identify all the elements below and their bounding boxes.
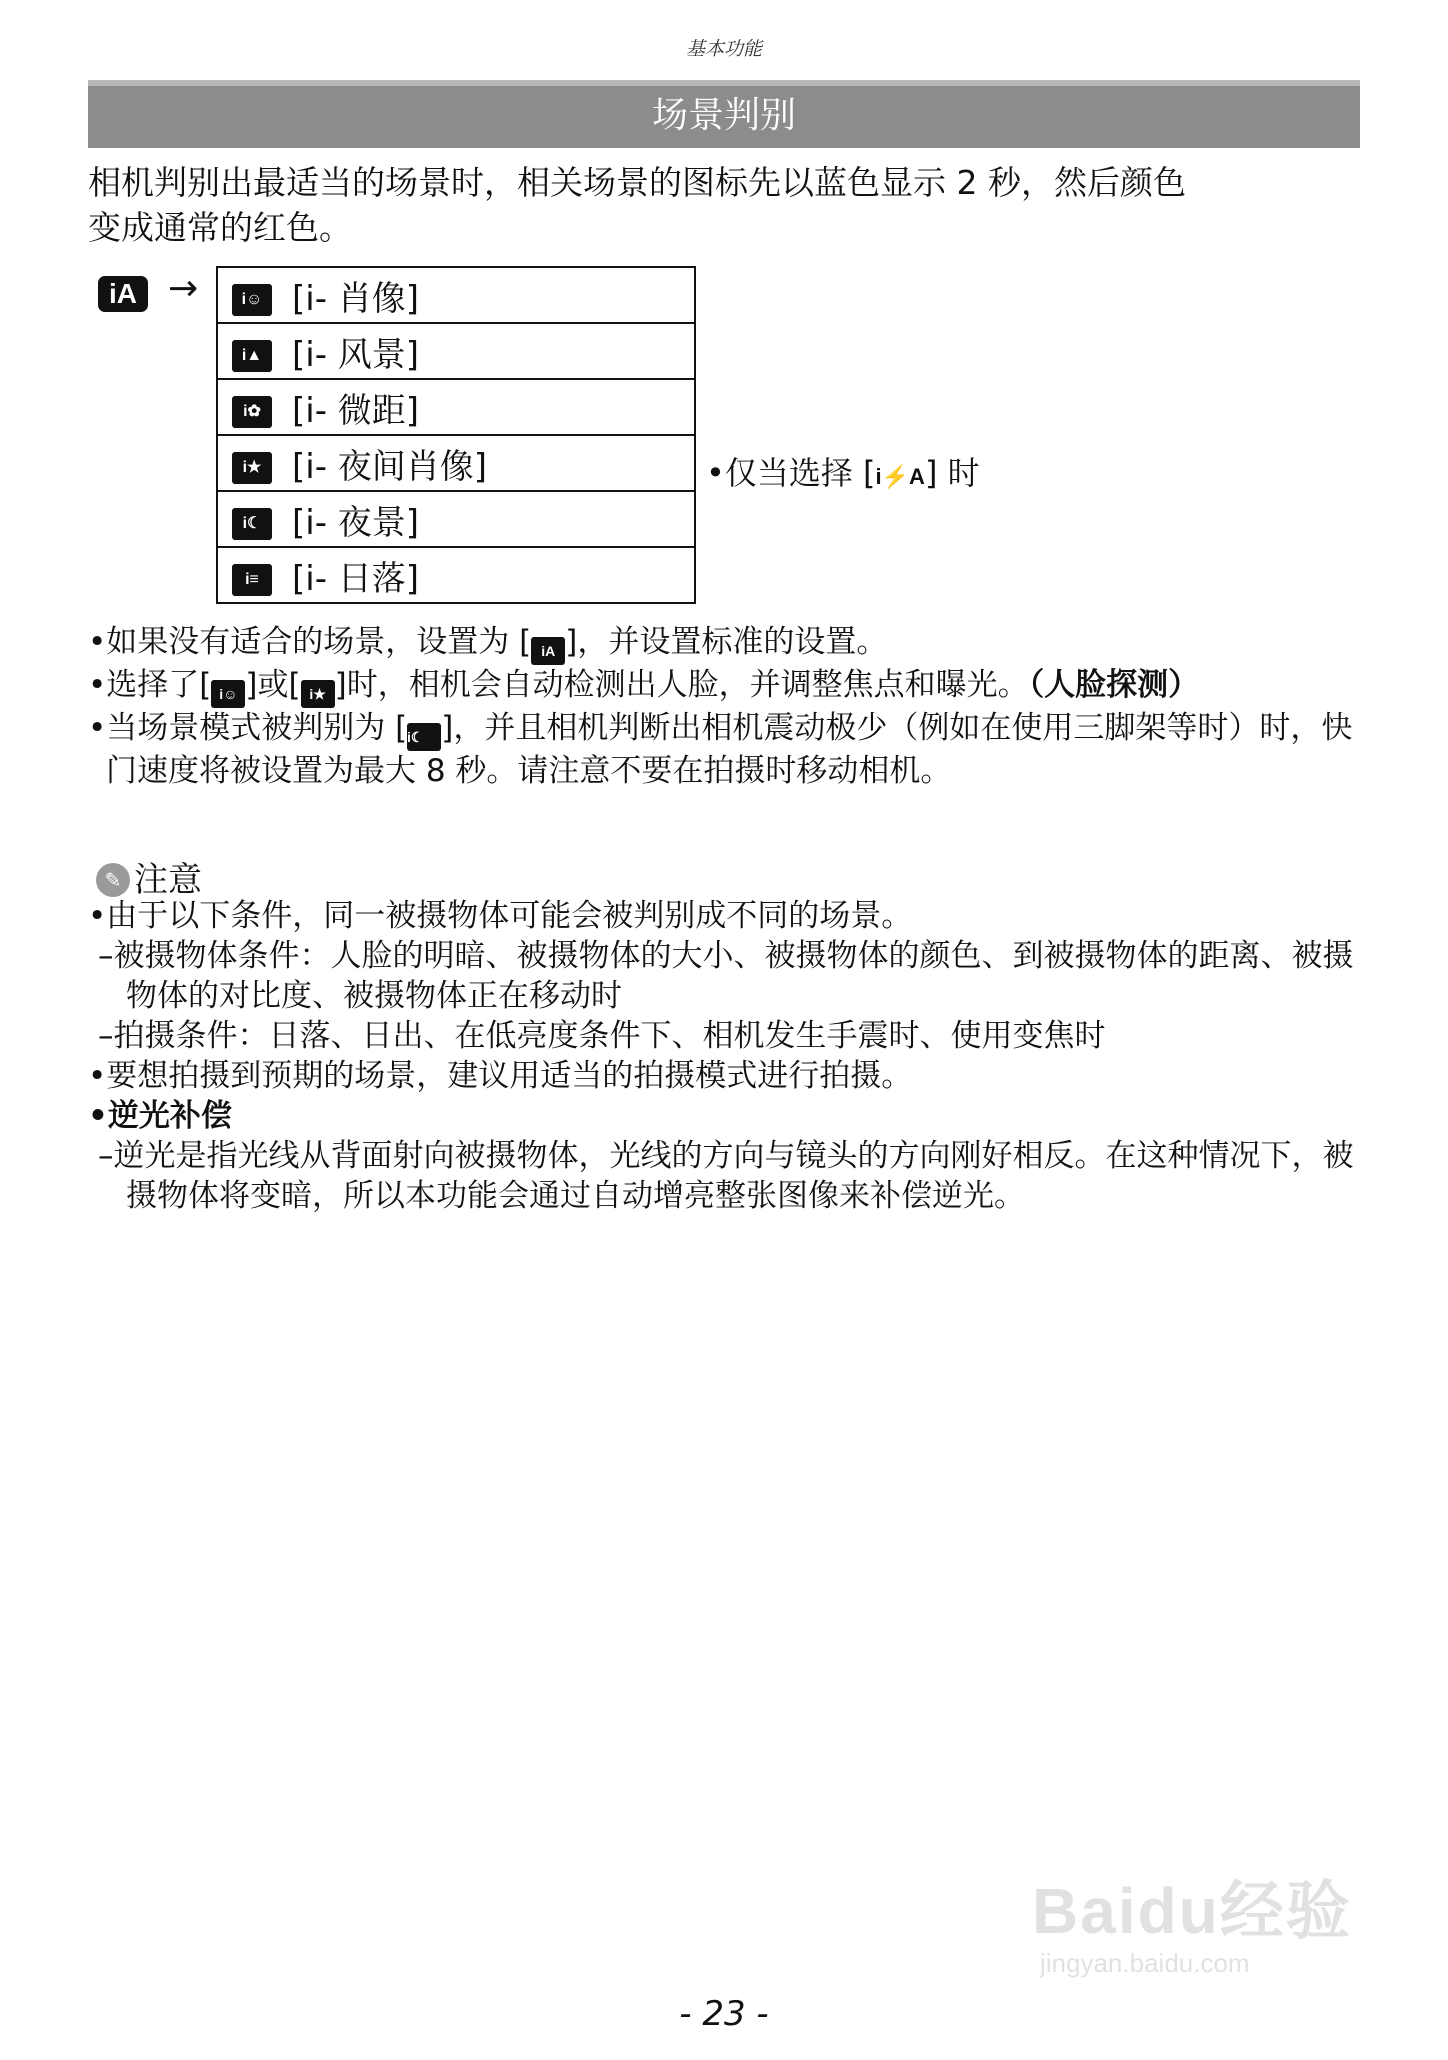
scene-row [217,267,695,323]
scene-label: [i- 微距] [292,390,420,431]
bullet-text: •如果没有适合的场景，设置为 [ [88,624,532,660]
section-title: 场景判别 [651,95,796,136]
scene-row [217,435,695,491]
intelligent-auto-icon: iA [98,276,148,312]
i-night-portrait-icon: i★ [301,680,335,708]
i-portrait-icon: i☺ [232,284,272,316]
notes-heading [96,852,202,901]
i-scenery-icon: i▲ [232,340,272,372]
baidu-watermark [1032,1840,1362,1990]
note-item: •由于以下条件，同一被摄物体可能会被判别成不同的场景。 [88,898,913,934]
scene-row [217,323,695,379]
section-title-bar [88,80,1360,148]
watermark-url: jingyan.baidu.com [1040,1948,1250,1978]
i-portrait-icon: i☺ [211,680,245,708]
scene-bullets [88,622,1368,791]
i-night-scenery-icon: i☾ [232,508,272,540]
notes-list [88,896,1368,1216]
scene-label: [i- 夜间肖像] [292,446,488,487]
note-subitem: –拍摄条件：日落、日出、在低亮度条件下、相机发生手震时、使用变焦时 [98,1018,1106,1054]
bullet-default-scene [88,622,1368,665]
scene-label: [i- 夜景] [292,502,420,543]
i-sunset-icon: i≡ [232,564,272,596]
page-number: - 23 - [679,1994,769,2034]
bullet-face-detection [88,665,1368,708]
bullet-text: ]，并且相机判断出相机震动极少（例如在使用三脚架等时）时，快门速度将被设置为最大 8 秒。请注意不要在拍摄时移动相机。 [106,710,1353,789]
arrow-icon: → [168,268,199,309]
scene-row [217,379,695,435]
scene-label: [i- 日落] [292,558,420,599]
scene-label: [i- 肖像] [292,278,420,319]
notes-title: 注意 [134,860,202,900]
bullet-text: •选择了[ [88,667,212,703]
scene-label: [i- 风景] [292,334,420,375]
scene-row [217,547,695,603]
scene-table [216,266,696,604]
intro-line-1: 相机判别出最适当的场景时，相关场景的图标先以蓝色显示 2 秒，然后颜色 [88,163,1186,202]
i-night-scenery-icon: i☾ [407,723,441,751]
bullet-text: ]时，相机会自动检测出人脸，并调整焦点和曝光。 [334,667,1029,703]
pencil-icon: ✎ [96,863,130,897]
i-night-portrait-icon: i★ [232,452,272,484]
note-item-backlight: •逆光补偿 [88,1098,232,1134]
bullet-night-scenery [88,708,1368,791]
side-note [706,448,980,494]
intro-paragraph [88,160,1360,250]
scene-row [217,491,695,547]
note-subitem: –逆光是指光线从背面射向被摄物体，光线的方向与镜头的方向刚好相反。在这种情况下，被摄物体将变暗，所以本功能会通过自动增亮整张图像来补偿逆光。 [98,1138,1354,1214]
bullet-text: ]或[ [245,667,301,703]
face-detection-label: （人脸探测） [1028,667,1200,703]
side-note-suffix: ] 时 [924,454,980,492]
intro-line-2: 变成通常的红色。 [88,208,352,247]
side-note-prefix: •仅当选择 [ [706,454,876,492]
intelligent-auto-icon: iA [531,637,565,665]
chapter-header: 基本功能 [685,38,762,60]
intelligent-auto-flash-icon: i⚡A [875,464,925,489]
bullet-text: ]，并设置标准的设置。 [565,624,888,660]
i-macro-icon: i✿ [232,396,272,428]
note-item: •要想拍摄到预期的场景，建议用适当的拍摄模式进行拍摄。 [88,1058,913,1094]
bullet-text: •当场景模式被判别为 [ [88,710,408,746]
note-subitem: –被摄物体条件：人脸的明暗、被摄物体的大小、被摄物体的颜色、到被摄物体的距离、被摄物体的对比度、被摄物体正在移动时 [98,938,1354,1014]
watermark-logo: Baidu经验 [1032,1875,1352,1947]
